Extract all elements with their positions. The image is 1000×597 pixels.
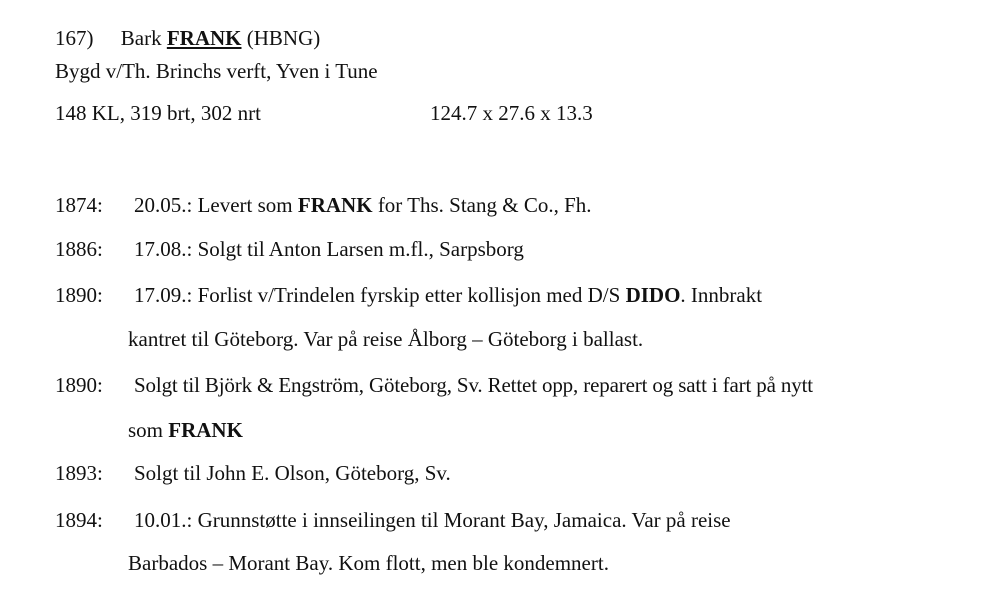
built-line: Bygd v/Th. Brinchs verft, Yven i Tune [55, 59, 378, 83]
entry-title [55, 26, 320, 50]
ship-name-bold: DIDO [625, 283, 681, 307]
entry-year: 1894: [55, 508, 103, 532]
entry-text: 20.05.: Levert som FRANK for Ths. Stang & Co., Fh. [134, 193, 592, 217]
entry-number: 167) [55, 26, 94, 50]
entry-continuation: som FRANK [128, 418, 243, 442]
history-entry [55, 373, 995, 397]
history-entry [55, 237, 995, 261]
vessel-dimensions: 124.7 x 27.6 x 13.3 [430, 101, 593, 125]
vessel-name: FRANK [166, 26, 242, 50]
entry-year: 1890: [55, 373, 103, 397]
entry-text: 17.09.: Forlist v/Trindelen fyrskip etter kollisjon med D/S DIDO. Innbrakt [134, 283, 763, 307]
entry-year: 1874: [55, 193, 103, 217]
vessel-type: Bark [120, 26, 162, 50]
history-entry [55, 461, 995, 485]
entry-continuation: kantret til Göteborg. Var på reise Ålborg – Göteborg i ballast. [128, 327, 644, 351]
history-entry [55, 508, 995, 532]
history-entry [55, 193, 995, 217]
entry-text: 10.01.: Grunnstøtte i innseilingen til Morant Bay, Jamaica. Var på reise [134, 508, 731, 532]
entry-text: Solgt til Björk & Engström, Göteborg, Sv. Rettet opp, reparert og satt i fart på nytt [134, 373, 813, 397]
tonnage-line [55, 101, 593, 125]
history-entry [55, 283, 995, 307]
vessel-tonnage: 148 KL, 319 brt, 302 nrt [55, 101, 261, 125]
entry-year: 1886: [55, 237, 103, 261]
vessel-name-bold: FRANK [297, 193, 373, 217]
vessel-name-bold: FRANK [168, 418, 243, 442]
entry-continuation: Barbados – Morant Bay. Kom flott, men ble kondemnert. [128, 551, 609, 575]
entry-year: 1890: [55, 283, 103, 307]
vessel-callsign: (HBNG) [246, 26, 321, 50]
entry-year: 1893: [55, 461, 103, 485]
entry-text: 17.08.: Solgt til Anton Larsen m.fl., Sarpsborg [134, 237, 524, 261]
entry-text: Solgt til John E. Olson, Göteborg, Sv. [134, 461, 451, 485]
